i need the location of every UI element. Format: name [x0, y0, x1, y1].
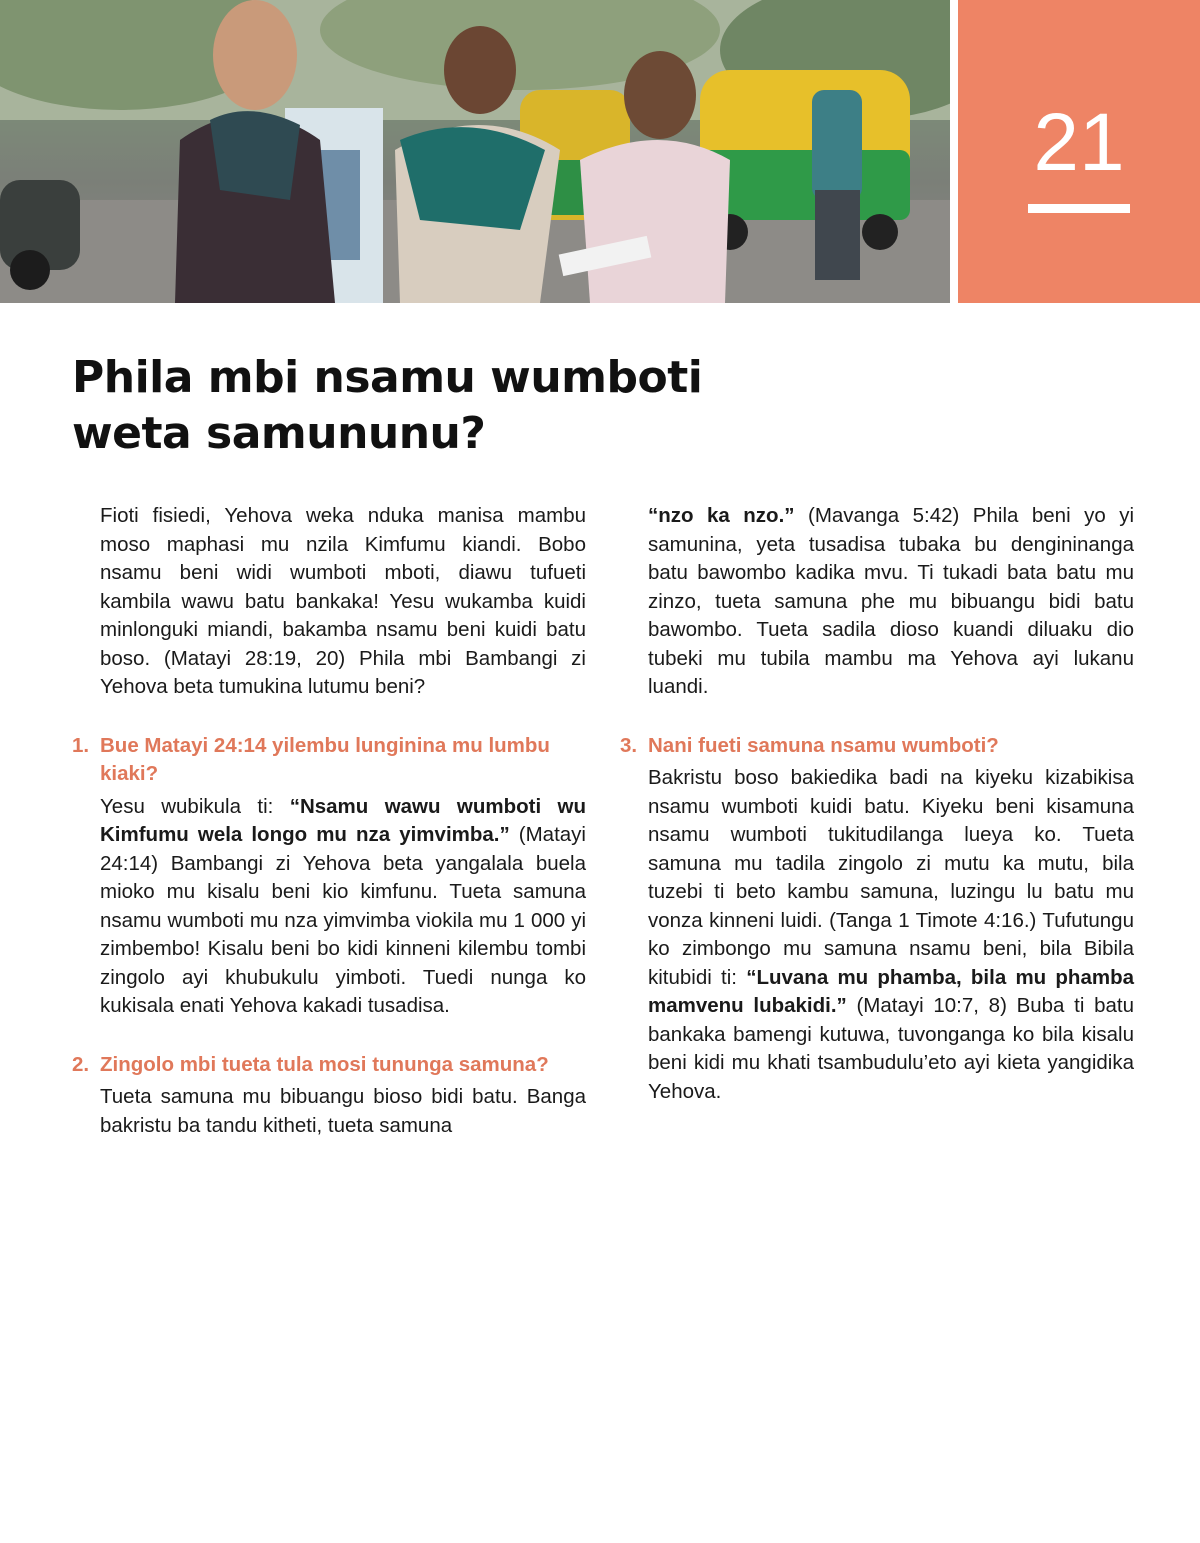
question-3-number: 3.: [620, 733, 638, 757]
question-1-number: 1.: [72, 733, 90, 757]
question-2: [72, 1051, 586, 1080]
answer-2-quote: “nzo ka nzo.”: [648, 504, 795, 527]
lesson-badge: [958, 0, 1200, 303]
answer-1-quote: “Nsamu wawu wumboti wu Kimfumu wela longo mu nza yimvimba.”: [100, 794, 586, 846]
question-1-text: Bue Matayi 24:14 yilembu lunginina mu lumbu kiaki?: [100, 733, 550, 785]
answer-2-paragraph-start: [72, 1083, 586, 1140]
question-2-number: 2.: [72, 1052, 90, 1076]
right-column: [620, 502, 1134, 1106]
header-photo: [0, 0, 950, 303]
answer-3-text-a: Bakristu boso bakiedika badi na kiyeku kizabikisa nsamu wumboti kuidi batu. Kiyeku beni kisamuna nsamu wumboti tukitudilanga lueya ko. Tueta samuna mu tadila zingolo zi mutu ka mutu, bila tuzebi ti beto kambu samuna, luzingu lu batu mu vonza kinneni luidi. (Tanga 1 Timote 4:16.) Tufutungu ko zimbongo mu samuna nsamu beni, bila Bibila kitubidi ti:: [648, 766, 1134, 989]
answer-3-text-b: (Matayi 10:7, 8) Buba ti batu bankaka bamengi kutuwa, tuvonganga ko bila kisalu beni kidi mu khati tsambudulu’eto ayi kieta yangidika Yehova.: [648, 994, 1134, 1103]
title-line-2: weta samununu?: [72, 408, 486, 459]
answer-3-quote: “Luvana mu phamba, bila mu phamba mamvenu lubakidi.”: [648, 965, 1135, 1017]
question-2-text: Zingolo mbi tueta tula mosi tununga samuna?: [100, 1052, 549, 1076]
question-1: [72, 732, 586, 789]
badge-underline: [1028, 204, 1130, 213]
answer-2-text-b: (Mavanga 5:42) Phila beni yo yi samunina, yeta tusadisa tubaka bu dengininanga batu bawombo kadika mvu. Ti tukadi bata batu mu zinzo, tueta samuna phe mu bibuangu bidi batu bawombo. Tueta sadila dioso kuandi diluaku dio tubeki mu tubila mambu ma Yehova ayi lukanu luandi.: [648, 504, 1135, 698]
intro-paragraph: Fioti fisiedi, Yehova weka nduka manisa mambu moso maphasi mu nzila Kimfumu kiandi. Bobo nsamu beni widi wumboti mboti, diawu tufueti kambila wawu batu bankaka! Yesu wukamba kuidi minlonguki miandi, bakamba nsamu beni kuidi batu boso. (Matayi 28:19, 20) Phila mbi Bambangi zi Yehova beta tumukina lutumu beni?: [100, 504, 586, 698]
title-line-1: Phila mbi nsamu wumboti: [72, 352, 703, 403]
left-column: [72, 502, 586, 1140]
question-3-text: Nani fueti samuna nsamu wumboti?: [648, 733, 999, 757]
answer-2-text-a: Tueta samuna mu bibuangu bioso bidi batu. Banga bakristu ba tandu kitheti, tueta samuna: [100, 1085, 586, 1137]
answer-1-text-a: Yesu wubikula ti:: [100, 794, 290, 818]
lesson-number: 21: [1033, 97, 1125, 188]
page-title: [72, 350, 832, 462]
question-3: [620, 732, 1134, 761]
answer-3-paragraph: [620, 764, 1134, 1106]
answer-1-paragraph: [72, 793, 586, 1021]
answer-2-paragraph-continued: [620, 502, 1134, 702]
answer-1-text-b: (Matayi 24:14) Bambangi zi Yehova beta yangalala buela mioko mu kisalu beni kio kimfunu. Tueta samuna nsamu wumboti mu nza yimvimba viokila mu 1 000 yi zimbembo! Kisalu beni bo kidi kinneni kilembu tombi zingolo ayi khubukulu yimboti. Tuedi nunga ko kukisala enati Yehova kakadi tusadisa.: [100, 823, 586, 1017]
